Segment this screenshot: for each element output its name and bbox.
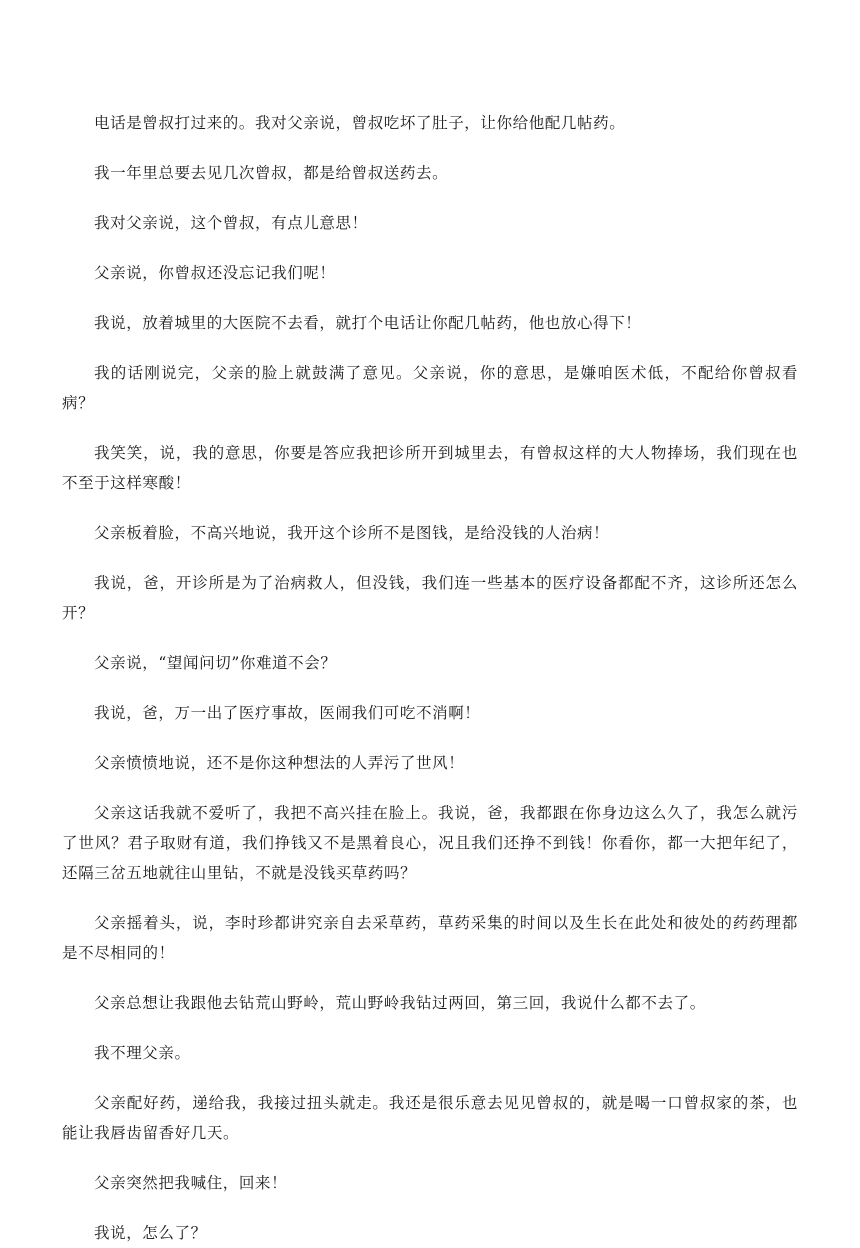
paragraph-12: 父亲愤愤地说，还不是你这种想法的人弄污了世风！ (94, 754, 465, 772)
paragraph-3: 我对父亲说，这个曾叔，有点儿意思！ (94, 214, 368, 232)
paragraph-8: 父亲板着脸，不高兴地说，我开这个诊所不是图钱，是给没钱的人治病！ (94, 524, 610, 542)
paragraph-15: 父亲总想让我跟他去钻荒山野岭，荒山野岭我钻过两回，第三回，我说什么都不去了。 (94, 994, 706, 1012)
paragraph-18: 父亲突然把我喊住，回来！ (94, 1174, 288, 1192)
paragraph-16: 我不理父亲。 (94, 1044, 191, 1062)
paragraph-2: 我一年里总要去见几次曾叔，都是给曾叔送药去。 (94, 164, 449, 182)
paragraph-19: 我说，怎么了？ (94, 1224, 207, 1242)
paragraph-1: 电话是曾叔打过来的。我对父亲说，曾叔吃坏了肚子，让你给他配几帖药。 (94, 114, 626, 132)
paragraph-9: 我说，爸，开诊所是为了治病救人，但没钱，我们连一些基本的医疗设备都配不齐，这诊所还怎么开？ (62, 574, 798, 622)
paragraph-14: 父亲摇着头，说，李时珍都讲究亲自去采草药，草药采集的时间以及生长在此处和彼处的药药理都是不尽相同的！ (62, 914, 798, 962)
paragraph-4: 父亲说，你曾叔还没忘记我们呢！ (94, 264, 336, 282)
paragraph-10: 父亲说，“望闻问切”你难道不会？ (94, 654, 337, 672)
paragraph-7: 我笑笑，说，我的意思，你要是答应我把诊所开到城里去，有曾叔这样的大人物捧场，我们现在也不至于这样寒酸！ (62, 444, 798, 492)
paragraph-11: 我说，爸，万一出了医疗事故，医闹我们可吃不消啊！ (94, 704, 481, 722)
paragraph-13: 父亲这话我就不爱听了，我把不高兴挂在脸上。我说，爸，我都跟在你身边这么久了，我怎么就污了世风？君子取财有道，我们挣钱又不是黑着良心，况且我们还挣不到钱！你看你，都一大把年纪了，还隔三岔五地就往山里钻，不就是没钱买草药吗？ (62, 804, 798, 882)
paragraph-17: 父亲配好药，递给我，我接过扭头就走。我还是很乐意去见见曾叔的，就是喝一口曾叔家的茶，也能让我唇齿留香好几天。 (62, 1094, 798, 1142)
paragraph-5: 我说，放着城里的大医院不去看，就打个电话让你配几帖药，他也放心得下！ (94, 314, 642, 332)
paragraph-6: 我的话刚说完，父亲的脸上就鼓满了意见。父亲说，你的意思，是嫌咱医术低，不配给你曾叔看病？ (62, 364, 798, 412)
